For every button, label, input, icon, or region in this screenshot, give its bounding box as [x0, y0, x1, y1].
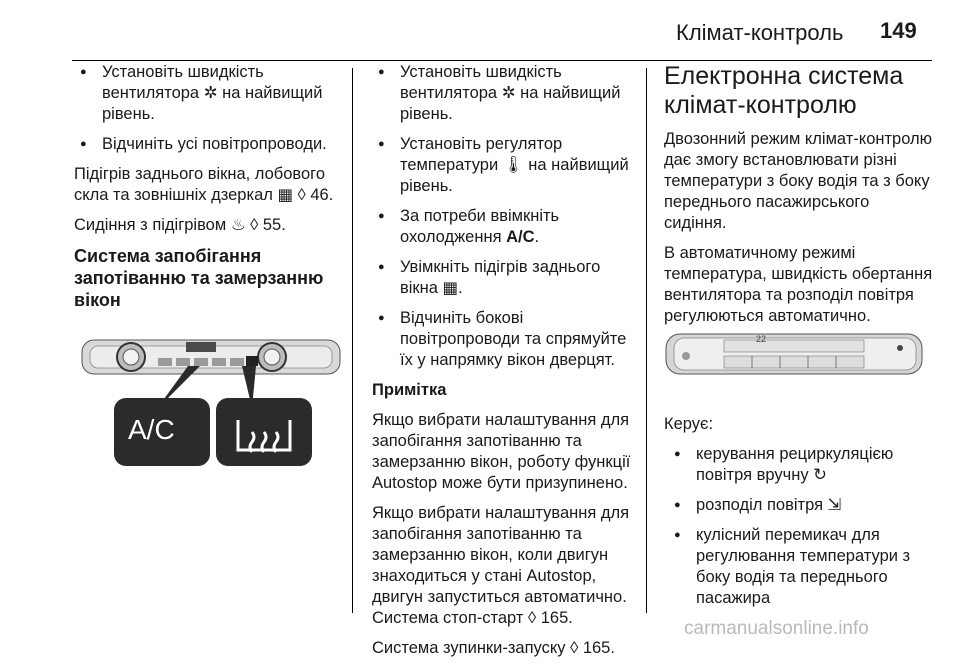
paragraph: В автоматичному режимі температура, швидкість обертання вентилятора та розподіл повітря регулюються автоматично.	[664, 244, 933, 325]
list-item: ● Увімкніть підігрів заднього вікна ▦.	[372, 257, 640, 299]
paragraph: Система зупинки-запуску ◊ 165.	[372, 639, 615, 657]
note-paragraph: Якщо вибрати налаштування для запобігання запотіванню та замерзанню вікон, коли двигун знаходиться у стані Autostop, двигун запуститься автоматично. Система стоп-старт ◊ 165.	[372, 504, 630, 627]
column-3	[664, 62, 934, 336]
list-item: ● кулісний перемикач для регулювання температури з боку водія та переднього пасажира	[668, 525, 934, 609]
list-item: ● керування рециркуляцією повітря вручну ↻	[668, 444, 934, 486]
column-divider-1	[352, 68, 353, 613]
header-rule	[72, 60, 932, 61]
section-heading: Електронна система клімат-контролю	[664, 62, 904, 119]
list-item: ● Відчиніть усі повітропроводи.	[74, 134, 346, 155]
controls-label: Керує:	[664, 415, 714, 433]
column-divider-2	[646, 68, 647, 613]
paragraph: Двозонний режим клімат-контролю дає змогу встановлювати різні температури з боку водія та з боку переднього пасажирського сидіння.	[664, 130, 933, 232]
watermark: carmanualsonline.info	[684, 618, 869, 639]
climate-panel-figure	[76, 328, 346, 468]
note-paragraph: Якщо вибрати налаштування для запобігання запотіванню та замерзанню вікон, роботу функції Autostop може бути призупинено.	[372, 411, 631, 492]
panel-temperature-display: 22	[756, 334, 767, 344]
column-1	[74, 62, 346, 320]
running-header-title: Клімат-контроль	[676, 20, 844, 45]
paragraph: Підігрів заднього вікна, лобового скла та зовнішніх дзеркал ▦ ◊ 46.	[74, 165, 334, 204]
list-item: ● За потреби ввімкніть охолодження A/C.	[372, 206, 640, 248]
section-heading: Система запобігання запотіванню та замерзанню вікон	[74, 246, 324, 310]
list-item: ● Відчиніть бокові повітропроводи та спрямуйте їх у напрямку вікон дверцят.	[372, 308, 640, 371]
electronic-climate-panel-figure	[664, 330, 926, 380]
ac-button-label: A/C	[128, 414, 175, 445]
note-title: Примітка	[372, 381, 447, 399]
list-item: ● розподіл повітря ⇲	[668, 495, 934, 516]
list-item: ● Установіть регулятор температури 🌡 на найвищий рівень.	[372, 134, 640, 197]
paragraph: Сидіння з підігрівом ♨ ◊ 55.	[74, 216, 286, 234]
page-number: 149	[880, 18, 917, 43]
column-3-lower	[664, 414, 934, 618]
list-item: ● Установіть швидкість вентилятора ✲ на найвищий рівень.	[372, 62, 640, 125]
column-2	[372, 62, 640, 668]
list-item: ● Установіть швидкість вентилятора ✲ на найвищий рівень.	[74, 62, 346, 125]
